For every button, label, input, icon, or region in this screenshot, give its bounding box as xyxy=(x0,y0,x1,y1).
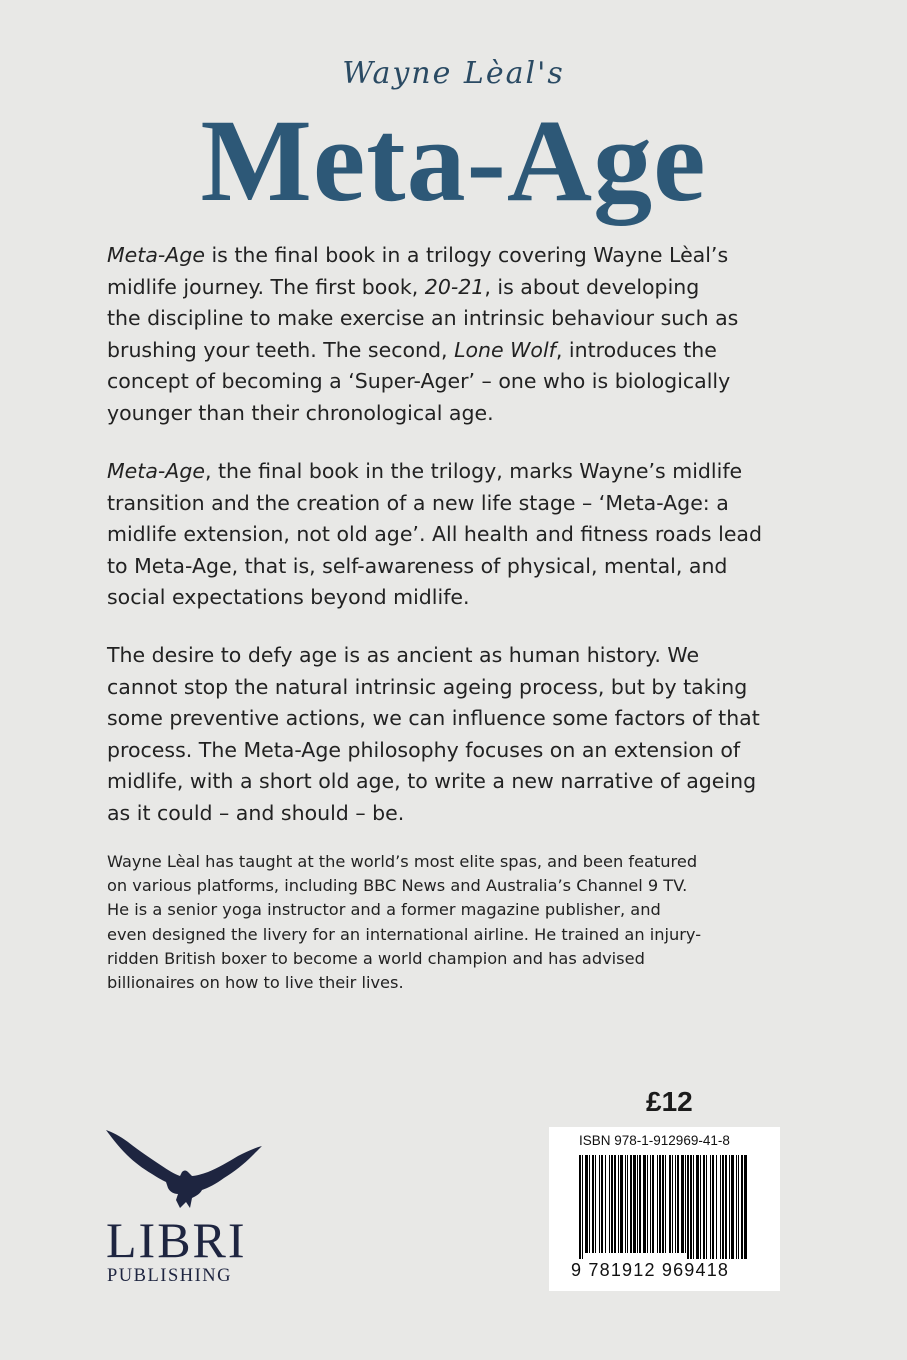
blurb-paragraph-3 xyxy=(107,640,787,830)
blurb-line: midlife journey. The first book, 20-21, is about developing xyxy=(107,274,700,299)
publisher-sub: PUBLISHING xyxy=(107,1266,232,1286)
barcode-bar xyxy=(601,1155,603,1253)
barcode-bar xyxy=(605,1155,606,1253)
barcode-bar xyxy=(665,1155,666,1253)
italic-title: Meta-Age xyxy=(107,459,205,483)
publisher-name: LIBRI xyxy=(106,1212,247,1268)
italic-title: 20-21 xyxy=(424,274,485,299)
barcode-digits: 9 781912 969418 xyxy=(571,1260,730,1280)
blurb-line: process. The Meta-Age philosophy focuses on an extension of xyxy=(107,737,741,762)
bio-line: ridden British boxer to become a world champion and has advised xyxy=(107,948,645,968)
barcode-bar xyxy=(669,1155,671,1253)
barcode-bar xyxy=(650,1155,651,1253)
barcode-bar xyxy=(595,1155,596,1253)
barcode-bar xyxy=(731,1155,734,1259)
barcode-bar xyxy=(585,1155,588,1253)
barcode-bar xyxy=(722,1155,724,1259)
blurb-line: transition and the creation of a new life stage – ‘Meta-Age: a xyxy=(107,490,729,515)
barcode-bar xyxy=(744,1155,747,1259)
barcode-bar xyxy=(625,1155,626,1253)
blurb-line: as it could – and should – be. xyxy=(107,800,405,825)
blurb-line: some preventive actions, we can influence some factors of that xyxy=(107,706,760,731)
barcode-bar xyxy=(627,1155,628,1253)
barcode-bar xyxy=(611,1155,613,1253)
barcode-bar xyxy=(657,1155,658,1253)
bio-line: Wayne Lèal has taught at the world’s most elite spas, and been featured xyxy=(107,852,698,871)
barcode-bar xyxy=(710,1155,711,1259)
barcode-bar xyxy=(589,1155,590,1253)
barcode-bar xyxy=(681,1155,684,1253)
barcode-bar xyxy=(729,1155,730,1259)
barcode-bar xyxy=(677,1155,679,1253)
bio-line: on various platforms, including BBC News and Australia’s Channel 9 TV. xyxy=(107,876,688,896)
barcode-bar xyxy=(579,1155,581,1259)
barcode-bar xyxy=(614,1155,616,1253)
italic-title: Meta-Age xyxy=(107,243,205,267)
blurb-line: Meta-Age, the final book in the trilogy, marks Wayne’s midlife xyxy=(107,459,743,483)
barcode-bar xyxy=(696,1155,699,1259)
barcode-bar xyxy=(716,1155,717,1259)
barcode-bar xyxy=(652,1155,654,1253)
barcode-bar xyxy=(687,1155,689,1259)
barcode-bar xyxy=(609,1155,610,1253)
barcode-bar xyxy=(741,1155,743,1259)
barcode-bar xyxy=(630,1155,632,1253)
blurb-line: Meta-Age is the final book in a trilogy covering Wayne Lèal’s xyxy=(107,243,729,267)
publisher-logo xyxy=(104,1128,264,1293)
barcode-bar xyxy=(706,1155,707,1259)
barcode-bar xyxy=(647,1155,648,1253)
barcode-bar xyxy=(659,1155,661,1253)
barcode-bar xyxy=(582,1155,583,1259)
blurb-line: social expectations beyond midlife. xyxy=(107,585,470,610)
barcode-bar xyxy=(633,1155,636,1253)
barcode-bar xyxy=(592,1155,594,1253)
eagle-icon xyxy=(104,1128,264,1218)
blurb-line: the discipline to make exercise an intrinsic behaviour such as xyxy=(107,306,739,331)
barcode-bar xyxy=(620,1155,623,1253)
barcode-bar xyxy=(599,1155,600,1253)
barcode-bar xyxy=(693,1155,694,1259)
barcode-bar xyxy=(672,1155,673,1253)
barcode-bar xyxy=(618,1155,619,1253)
barcode-bar xyxy=(703,1155,705,1259)
barcode-bar xyxy=(639,1155,641,1253)
blurb-paragraph-2 xyxy=(107,456,787,614)
barcode-bar xyxy=(662,1155,664,1253)
blurb-line: midlife extension, not old age’. All health and fitness roads lead xyxy=(107,522,763,547)
blurb-paragraph-1 xyxy=(107,240,787,430)
barcode-bar xyxy=(738,1155,739,1259)
italic-title: Lone Wolf xyxy=(454,337,556,362)
barcode-bar xyxy=(675,1155,676,1253)
blurb-line: younger than their chronological age. xyxy=(107,400,494,425)
barcode-icon xyxy=(579,1155,749,1259)
blurb-line: concept of becoming a ‘Super-Ager’ – one who is biologically xyxy=(107,369,731,394)
book-title: Meta-Age xyxy=(200,95,707,226)
barcode-bar xyxy=(643,1155,646,1253)
blurb-line: to Meta-Age, that is, self-awareness of physical, mental, and xyxy=(107,553,728,578)
blurb-line: brushing your teeth. The second, Lone Wolf, introduces the xyxy=(107,337,717,362)
blurb-line: The desire to defy age is as ancient as human history. We xyxy=(107,643,700,667)
blurb-line: midlife, with a short old age, to write a new narrative of ageing xyxy=(107,769,757,794)
blurb-line: cannot stop the natural intrinsic ageing process, but by taking xyxy=(107,674,748,699)
barcode-bar xyxy=(720,1155,721,1259)
author-bio xyxy=(107,850,787,995)
author-name-script: Wayne Lèal's xyxy=(342,56,565,91)
barcode-bar xyxy=(736,1155,737,1259)
barcode-bar xyxy=(712,1155,714,1259)
bio-line: He is a senior yoga instructor and a former magazine publisher, and xyxy=(107,900,661,920)
price-label: £12 xyxy=(646,1086,693,1117)
barcode-bar xyxy=(685,1155,686,1253)
bio-line: billionaires on how to live their lives. xyxy=(107,973,404,993)
bio-line: even designed the livery for an international airline. He trained an injury- xyxy=(107,924,702,944)
barcode-bar xyxy=(690,1155,692,1259)
barcode-panel xyxy=(549,1127,780,1291)
barcode-bar xyxy=(700,1155,701,1259)
barcode-bar xyxy=(725,1155,727,1259)
isbn-label: ISBN 978-1-912969-41-8 xyxy=(579,1133,730,1148)
barcode-bar xyxy=(637,1155,638,1253)
